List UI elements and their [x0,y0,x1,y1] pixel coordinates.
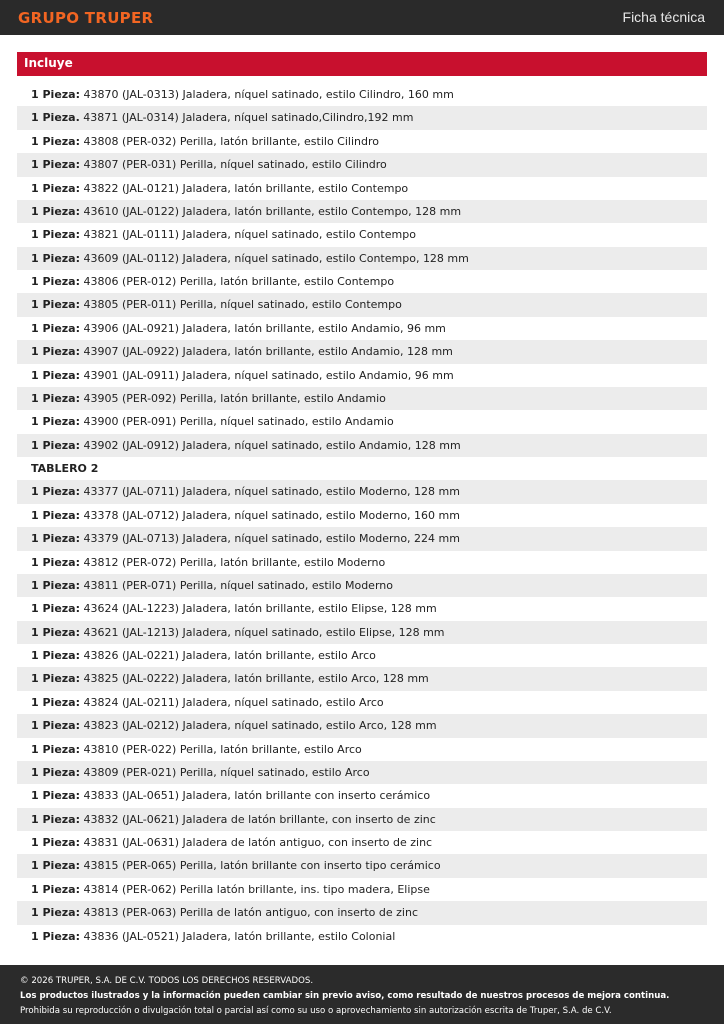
list-item [17,691,707,714]
item-quantity-label: 1 Pieza: [31,251,81,265]
item-quantity-label: 1 Pieza: [31,789,81,803]
list-item [17,434,707,457]
item-quantity-label: 1 Pieza: [31,742,81,756]
item-quantity-label: 1 Pieza: [31,672,81,686]
item-description: 43831 (JAL-0631) Jaladera de latón antiguo, con inserto de zinc [80,836,433,849]
item-description: 43871 (JAL-0314) Jaladera, níquel satinado,Cilindro,192 mm [79,111,414,125]
item-quantity-label: 1 Pieza: [31,228,81,242]
list-item [17,270,707,293]
list-item [17,784,707,807]
list-item [17,364,707,387]
top-header-bar [0,0,724,35]
list-item [17,667,707,690]
item-quantity-label: 1 Pieza: [31,906,81,920]
item-description: 43822 (JAL-0121) Jaladera, latón brillante, estilo Contempo [80,181,409,195]
item-quantity-label: 1 Pieza: [31,578,81,592]
list-item [17,130,707,153]
section-header-incluye [17,52,707,76]
item-description: 43610 (JAL-0122) Jaladera, latón brillante, estilo Contempo, 128 mm [80,204,462,218]
item-quantity-label: 1 Pieza: [31,695,81,709]
item-description: 43815 (PER-065) Perilla, latón brillante con inserto tipo cerámico [80,859,441,873]
list-item [17,621,707,644]
item-description: 43809 (PER-021) Perilla, níquel satinado, estilo Arco [80,765,370,779]
item-description: 43378 (JAL-0712) Jaladera, níquel satinado, estilo Moderno, 160 mm [80,508,460,522]
list-item [17,854,707,877]
item-quantity-label: 1 Pieza: [31,134,81,148]
list-item [17,247,707,270]
item-description: 43823 (JAL-0212) Jaladera, níquel satinado, estilo Arco, 128 mm [80,719,437,733]
item-quantity-label: 1 Pieza: [31,765,81,779]
item-description: 43808 (PER-032) Perilla, latón brillante, estilo Cilindro [80,134,379,148]
list-item [17,223,707,246]
list-item [17,551,707,574]
item-quantity-label: 1 Pieza: [31,836,81,849]
list-item [17,644,707,667]
list-item [17,597,707,620]
item-description: 43821 (JAL-0111) Jaladera, níquel satinado, estilo Contempo [80,228,416,242]
item-quantity-label: 1 Pieza: [31,275,81,288]
document-title: Ficha técnica [622,9,705,25]
list-item [17,831,707,854]
item-quantity-label: 1 Pieza: [31,719,81,733]
section-title: Incluye [24,56,73,70]
item-description: 43813 (PER-063) Perilla de latón antiguo, con inserto de zinc [80,906,419,920]
list-item [17,153,707,176]
item-quantity-label: 1 Pieza: [31,812,81,826]
list-item [17,574,707,597]
item-quantity-label: 1 Pieza: [31,415,81,429]
list-item [17,410,707,433]
list-item [17,738,707,761]
item-description: 43810 (PER-022) Perilla, latón brillante, estilo Arco [80,742,362,756]
item-description: 43906 (JAL-0921) Jaladera, latón brillante, estilo Andamio, 96 mm [80,321,446,335]
item-quantity-label: 1 Pieza: [31,345,81,359]
item-description: 43814 (PER-062) Perilla latón brillante, ins. tipo madera, Elipse [80,882,430,896]
item-quantity-label: 1 Pieza: [31,532,81,546]
list-item [17,200,707,223]
item-quantity-label: 1 Pieza: [31,625,81,639]
item-description: 43870 (JAL-0313) Jaladera, níquel satinado, estilo Cilindro, 160 mm [80,88,454,101]
item-description: 43824 (JAL-0211) Jaladera, níquel satinado, estilo Arco [80,695,384,709]
list-item [17,761,707,784]
item-quantity-label: 1 Pieza: [31,859,81,873]
list-item [17,925,707,948]
list-item [17,504,707,527]
item-quantity-label: 1 Pieza: [31,485,81,499]
item-quantity-label: 1 Pieza: [31,508,81,522]
footer-copyright: © 2026 TRUPER, S.A. DE C.V. TODOS LOS DERECHOS RESERVADOS. [20,976,314,986]
item-description: 43805 (PER-011) Perilla, níquel satinado, estilo Contempo [80,298,402,312]
item-quantity-label: 1 Pieza: [31,929,81,943]
item-description: 43826 (JAL-0221) Jaladera, latón brillante, estilo Arco [80,649,376,662]
list-item [17,480,707,503]
list-item [17,387,707,410]
item-quantity-label: 1 Pieza: [31,368,81,382]
item-quantity-label: 1 Pieza. [31,111,80,125]
item-description: 43807 (PER-031) Perilla, níquel satinado, estilo Cilindro [80,158,387,172]
footer-notice: Los productos ilustrados y la información pueden cambiar sin previo aviso, como resultado de nuestros procesos de mejora continua. [20,991,670,1001]
item-quantity-label: 1 Pieza: [31,649,81,662]
item-description: 43900 (PER-091) Perilla, níquel satinado, estilo Andamio [80,415,394,429]
item-description: 43812 (PER-072) Perilla, latón brillante, estilo Moderno [80,555,386,569]
truper-logo: GRUPO TRUPER [18,9,154,27]
list-item [17,878,707,901]
item-description: 43811 (PER-071) Perilla, níquel satinado, estilo Moderno [80,578,393,592]
list-item [17,293,707,316]
item-quantity-label: 1 Pieza: [31,158,81,172]
item-description: 43624 (JAL-1223) Jaladera, latón brillante, estilo Elipse, 128 mm [80,602,437,616]
footer-prohibition: Prohibida su reproducción o divulgación total o parcial así como su uso o aprovechamiento sin autorización escrita de Truper, S.A. de C.V. [20,1006,612,1016]
list-item [17,317,707,340]
item-description: 43836 (JAL-0521) Jaladera, latón brillante, estilo Colonial [80,929,396,943]
item-description: 43905 (PER-092) Perilla, latón brillante, estilo Andamio [80,391,386,405]
item-description: 43806 (PER-012) Perilla, latón brillante, estilo Contempo [80,275,395,288]
list-item [17,527,707,550]
item-description: 43825 (JAL-0222) Jaladera, latón brillante, estilo Arco, 128 mm [80,672,429,686]
item-quantity-label: 1 Pieza: [31,204,81,218]
item-description: 43833 (JAL-0651) Jaladera, latón brillante con inserto cerámico [80,789,431,803]
item-quantity-label: 1 Pieza: [31,391,81,405]
list-item [17,340,707,363]
item-quantity-label: 1 Pieza: [31,555,81,569]
item-description: 43621 (JAL-1213) Jaladera, níquel satinado, estilo Elipse, 128 mm [80,625,445,639]
item-quantity-label: 1 Pieza: [31,181,81,195]
list-item [17,83,707,106]
list-item [17,177,707,200]
included-items-list [17,83,707,948]
item-quantity-label: 1 Pieza: [31,88,81,101]
item-quantity-label: 1 Pieza: [31,438,81,452]
item-description: 43907 (JAL-0922) Jaladera, latón brillante, estilo Andamio, 128 mm [80,345,453,359]
list-item [17,808,707,831]
item-description: 43901 (JAL-0911) Jaladera, níquel satinado, estilo Andamio, 96 mm [80,368,454,382]
item-description: 43379 (JAL-0713) Jaladera, níquel satinado, estilo Moderno, 224 mm [80,532,460,546]
item-quantity-label: TABLERO 2 [31,462,99,475]
footer [0,965,724,1024]
list-item [17,457,707,480]
list-item [17,901,707,924]
item-description: 43377 (JAL-0711) Jaladera, níquel satinado, estilo Moderno, 128 mm [80,485,460,499]
item-quantity-label: 1 Pieza: [31,602,81,616]
item-description: 43609 (JAL-0112) Jaladera, níquel satinado, estilo Contempo, 128 mm [80,251,469,265]
item-description: 43902 (JAL-0912) Jaladera, níquel satinado, estilo Andamio, 128 mm [80,438,461,452]
item-quantity-label: 1 Pieza: [31,298,81,312]
item-description: 43832 (JAL-0621) Jaladera de latón brillante, con inserto de zinc [80,812,436,826]
item-quantity-label: 1 Pieza: [31,321,81,335]
list-item [17,714,707,737]
item-quantity-label: 1 Pieza: [31,882,81,896]
list-item [17,106,707,129]
